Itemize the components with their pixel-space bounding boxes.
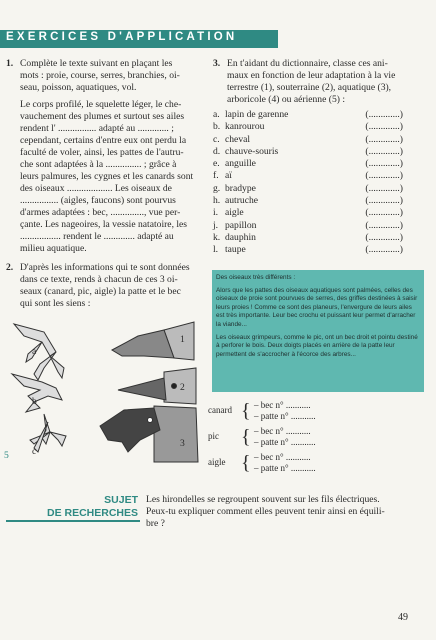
answer-blank[interactable]: (.............): [365, 170, 403, 182]
foot-label: c: [32, 446, 37, 457]
answer-blank[interactable]: (.............): [365, 207, 403, 219]
exercise-1: [6, 58, 202, 255]
exercise-2-number: 2.: [6, 262, 14, 273]
research-question: [146, 494, 428, 530]
exercise-1-intro-line: mots : proie, course, serres, branchies, oi-: [20, 70, 180, 81]
brace: {: [241, 426, 251, 448]
bird-name: canard: [208, 405, 232, 415]
animal-list-item: e. anguille (.............): [213, 158, 403, 170]
foot-answer[interactable]: – patte n° ...........: [254, 463, 316, 473]
exercise-1-text-line: d'armes adaptées : bec, .............., vue per-: [20, 207, 181, 218]
exercise-1-text-line: faculté de voler, ainsi, les pattes de l'autru-: [20, 147, 184, 158]
exercise-2-text-line: seaux (canard, pic, aigle) la patte et le bec: [20, 286, 181, 297]
exercise-1-text-line: ................ (aigles, faucons) sont pourvus: [20, 195, 176, 206]
foot-answer[interactable]: – patte n° ...........: [254, 411, 316, 421]
exercise-3: [213, 58, 427, 257]
info-box: [212, 270, 424, 392]
exercise-3-text-line: arboricole (4) ou aérienne (5) :: [227, 94, 345, 105]
research-label: SUJET: [104, 494, 138, 506]
foot-answer[interactable]: – patte n° ...........: [254, 437, 316, 447]
bird-name: pic: [208, 431, 219, 441]
exercise-1-text-line: rendent l' ................ adapté au ............. ;: [20, 123, 174, 134]
research-text-line: Peux-tu expliquer comment elles peuvent tenir ainsi en équili-: [146, 506, 385, 517]
answer-blank[interactable]: (.............): [365, 182, 403, 194]
beak-answer[interactable]: – bec n° ...........: [254, 426, 311, 436]
exercise-2-text-line: dans ce texte, rends à chacun de ces 3 oi-: [20, 274, 178, 285]
info-box-paragraph: Les oiseaux grimpeurs, comme le pic, ont un bec droit et pointu destiné à perforer le bois. Deux doigts placés en arrière de la patte leur permettent de s'accrocher à l'écorce des arbres...: [216, 333, 418, 358]
page-number: 49: [398, 612, 408, 623]
exercise-1-intro-line: seau, poisson, aquatiques, vol.: [20, 82, 137, 93]
exercise-2: [6, 262, 206, 310]
exercise-1-number: 1.: [6, 58, 14, 69]
exercise-2-text-line: qui sont les siens :: [20, 298, 91, 309]
exercise-1-text-line: Le corps profilé, le squelette léger, le che-: [20, 99, 182, 110]
research-heading: [40, 494, 138, 520]
birds-figure: [4, 312, 200, 464]
bird-name: aigle: [208, 457, 226, 467]
animal-list-item: c. cheval (.............): [213, 133, 403, 145]
exercise-1-text-line: che sont adaptées à la ............... ; grâce à: [20, 159, 177, 170]
feet-and-beaks-illustration: [4, 312, 200, 464]
animal-list-item: b. kanrourou (.............): [213, 121, 403, 133]
exercise-1-text-line: milieu aquatique.: [20, 243, 87, 254]
foot-a-drawing: [14, 324, 64, 380]
answer-group: [208, 452, 338, 476]
info-box-paragraph: Alors que les pattes des oiseaux aquatiques sont palmées, celles des oiseaux de proie sont pourvues de serres, des griffes destinées à saisir leurs proies ! Comme ce sont des planeurs, l'envergure de leurs ailes est très importante. Leur bec crochu et puissant leur permet d'arracher la viande...: [216, 286, 418, 328]
research-text-line: Les hirondelles se regroupent souvent sur les fils électriques.: [146, 494, 380, 505]
exercise-1-text-line: ................. rendent le ............. adapté au: [20, 231, 174, 242]
research-label: DE RECHERCHES: [46, 507, 138, 519]
foot-b-drawing: [12, 374, 62, 412]
beak-label: 3: [180, 438, 185, 449]
brace: {: [241, 400, 251, 422]
beak-label: 1: [180, 334, 185, 345]
animal-list-item: g. bradype (.............): [213, 182, 403, 194]
answer-blank[interactable]: (.............): [365, 133, 403, 145]
exercise-1-text-line: cependant, certains d'entre eux ont perdu la: [20, 135, 187, 146]
answer-group: [208, 426, 338, 450]
beak-label: 2: [180, 382, 185, 393]
answer-blank[interactable]: (.............): [365, 231, 403, 243]
exercise-header-banner: [0, 30, 278, 48]
exercise-1-text-line: des oiseaux ................... Les oiseaux de: [20, 183, 172, 194]
exercise-3-text-line: terrestre (1), souterraine (2), aquatique (3),: [227, 82, 392, 93]
exercise-1-text-line: çante. Les nageoires, la vessie natatoire, les: [20, 219, 188, 230]
research-text-line: bre ?: [146, 518, 165, 529]
animal-list-item: k. dauphin (.............): [213, 231, 403, 243]
answers-block: [208, 400, 338, 476]
exercise-1-intro-line: Complète le texte suivant en plaçant les: [20, 58, 173, 69]
animal-list-item: f. aï (.............): [213, 170, 403, 182]
answer-blank[interactable]: (.............): [365, 195, 403, 207]
exercise-3-text-line: En t'aidant du dictionnaire, classe ces ani-: [227, 58, 388, 69]
answer-blank[interactable]: (.............): [365, 244, 403, 256]
answer-blank[interactable]: (.............): [365, 121, 403, 133]
animal-list-item: a. lapin de garenne (.............): [213, 109, 403, 120]
animal-list-item: j. papillon (.............): [213, 219, 403, 231]
exercise-1-text-line: leurs palmures, les cygnes et les canards sont: [20, 171, 194, 182]
brace: {: [241, 452, 251, 474]
animal-list: [213, 109, 403, 257]
exercise-3-number: 3.: [213, 58, 221, 69]
beak-3-drawing: [100, 406, 198, 462]
answer-blank[interactable]: (.............): [365, 109, 403, 120]
exercise-1-text-line: vauchement des plumes et surtout ses ailes: [20, 111, 185, 122]
page-marker: 5: [4, 450, 9, 461]
foot-label: b: [32, 396, 37, 407]
exercise-2-text-line: D'après les informations qui te sont données: [20, 262, 190, 273]
answer-group: [208, 400, 338, 424]
answer-blank[interactable]: (.............): [365, 145, 403, 157]
animal-list-item: l. taupe (.............): [213, 244, 403, 256]
info-box-title: Des oiseaux très différents :: [216, 274, 296, 281]
beak-answer[interactable]: – bec n° ...........: [254, 452, 311, 462]
animal-list-item: h. autruche (.............): [213, 195, 403, 207]
animal-list-item: i. aigle (.............): [213, 207, 403, 219]
foot-label: a: [32, 346, 37, 357]
beak-answer[interactable]: – bec n° ...........: [254, 400, 311, 410]
research-rule: [6, 520, 140, 522]
exercise-header-title: EXERCICES D'APPLICATION: [6, 31, 238, 43]
exercise-3-text-line: maux en fonction de leur adaptation à la vie: [227, 70, 396, 81]
animal-list-item: d. chauve-souris (.............): [213, 145, 403, 157]
answer-blank[interactable]: (.............): [365, 158, 403, 170]
answer-blank[interactable]: (.............): [365, 219, 403, 231]
